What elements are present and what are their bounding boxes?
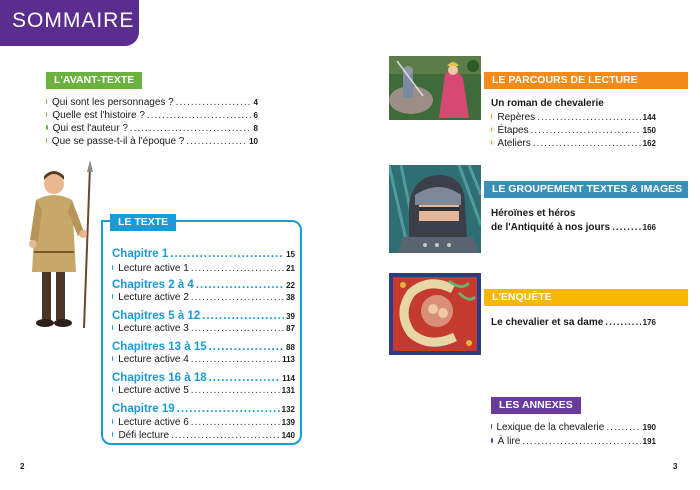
sub-entry[interactable] xyxy=(112,323,295,334)
toc-page: 166 xyxy=(642,223,656,232)
knight-and-lady-miniature xyxy=(389,56,481,120)
leader-dots xyxy=(186,136,247,147)
sub-entry[interactable] xyxy=(112,417,295,428)
groupement-tag: LE GROUPEMENT TEXTES & IMAGES xyxy=(484,181,688,198)
leader-dots xyxy=(191,417,280,428)
toc-entry[interactable] xyxy=(491,317,656,328)
leader-dots xyxy=(191,263,284,274)
toc-entry[interactable] xyxy=(491,222,656,233)
helmeted-warrior-image xyxy=(389,165,481,253)
chapter-page: 132 xyxy=(281,405,295,414)
sub-label: Lecture active 1 xyxy=(118,263,189,274)
sub-page: 38 xyxy=(286,293,295,302)
chapter-label: Chapitres 2 à 4 xyxy=(112,279,194,291)
toc-page: 144 xyxy=(642,113,656,122)
toc-entry[interactable] xyxy=(491,422,656,433)
toc-label: À lire xyxy=(497,436,521,447)
toc-label: Lexique de la chevalerie xyxy=(496,422,605,433)
chapter-page: 88 xyxy=(286,343,295,352)
leader-dots xyxy=(170,248,284,260)
chapter-label: Chapitres 5 à 12 xyxy=(112,310,201,322)
bullet-icon xyxy=(46,138,47,143)
leader-dots xyxy=(605,317,640,328)
toc-entry[interactable] xyxy=(46,136,258,147)
leader-dots xyxy=(191,292,284,303)
toc-page: 190 xyxy=(642,423,656,432)
leader-dots xyxy=(196,279,284,291)
leader-dots xyxy=(531,125,641,136)
leader-dots xyxy=(209,372,280,384)
bullet-icon xyxy=(112,356,113,361)
sub-page: 131 xyxy=(281,386,295,395)
toc-label: Qui est l'auteur ? xyxy=(52,123,128,134)
toc-entry[interactable] xyxy=(491,138,656,149)
sub-label: Lecture active 3 xyxy=(118,323,189,334)
sub-entry[interactable] xyxy=(112,263,295,274)
leader-dots xyxy=(130,123,252,134)
leader-dots xyxy=(537,112,640,123)
le-texte-tag: LE TEXTE xyxy=(110,214,176,231)
toc-page: 162 xyxy=(642,139,656,148)
toc-label: Le chevalier et sa dame xyxy=(491,317,604,328)
sub-entry[interactable] xyxy=(112,430,295,441)
sub-page: 140 xyxy=(281,431,295,440)
toc-page: 4 xyxy=(253,98,258,107)
groupement-title: Héroïnes et héros xyxy=(491,208,576,219)
leader-dots xyxy=(177,403,280,415)
toc-label: Ateliers xyxy=(497,138,531,149)
leader-dots xyxy=(202,310,284,322)
toc-label: de l'Antiquité à nos jours xyxy=(491,222,611,233)
bullet-icon xyxy=(46,125,48,130)
chapter-page: 114 xyxy=(282,374,295,383)
avant-texte-tag: L'AVANT-TEXTE xyxy=(46,72,142,89)
toc-page: 191 xyxy=(642,437,656,446)
toc-label: Quelle est l'histoire ? xyxy=(52,110,145,121)
chapter-entry[interactable] xyxy=(112,279,295,291)
sub-label: Lecture active 4 xyxy=(118,354,189,365)
sub-label: Lecture active 5 xyxy=(118,385,189,396)
toc-page: 10 xyxy=(249,137,258,146)
header-banner xyxy=(0,0,139,46)
chapter-label: Chapitres 16 à 18 xyxy=(112,372,207,384)
chapter-page: 15 xyxy=(286,250,295,259)
leader-dots xyxy=(147,110,252,121)
leader-dots xyxy=(533,138,641,149)
toc-page: 150 xyxy=(642,126,656,135)
page-title: SOMMAIRE xyxy=(12,9,135,32)
sub-entry[interactable] xyxy=(112,354,295,365)
bullet-icon xyxy=(46,112,47,117)
sub-page: 113 xyxy=(282,355,295,364)
leader-dots xyxy=(209,341,284,353)
bullet-icon xyxy=(491,127,492,132)
sub-page: 87 xyxy=(286,324,295,333)
toc-page: 6 xyxy=(253,111,258,120)
chapter-entry[interactable] xyxy=(112,248,295,260)
toc-entry[interactable] xyxy=(491,125,656,136)
bullet-icon xyxy=(112,265,113,270)
toc-entry[interactable] xyxy=(46,97,258,108)
leader-dots xyxy=(522,436,640,447)
chapter-label: Chapitre 19 xyxy=(112,403,175,415)
sub-page: 21 xyxy=(286,264,295,273)
chapter-entry[interactable] xyxy=(112,403,295,415)
leader-dots xyxy=(191,354,280,365)
enquete-tag: L'ENQUÊTE xyxy=(484,289,688,306)
toc-label: Que se passe-t-il à l'époque ? xyxy=(51,136,185,147)
leader-dots xyxy=(171,430,280,441)
page-number-left: 2 xyxy=(20,462,25,471)
toc-label: Étapes xyxy=(497,125,529,136)
toc-label: Qui sont les personnages ? xyxy=(52,97,174,108)
chapter-label: Chapitre 1 xyxy=(112,248,169,260)
chapter-page: 39 xyxy=(286,312,295,321)
sub-entry[interactable] xyxy=(112,385,295,396)
page-number-right: 3 xyxy=(673,462,678,471)
toc-entry[interactable] xyxy=(46,110,258,121)
illuminated-letter-c-image xyxy=(389,273,481,355)
bullet-icon xyxy=(112,432,113,437)
bullet-icon xyxy=(112,325,113,330)
bullet-icon xyxy=(491,438,493,443)
bullet-icon xyxy=(46,99,47,104)
sub-label: Lecture active 6 xyxy=(118,417,189,428)
toc-page: 176 xyxy=(642,318,656,327)
toc-entry[interactable] xyxy=(491,436,656,447)
chapter-label: Chapitres 13 à 15 xyxy=(112,341,207,353)
bullet-icon xyxy=(491,114,492,119)
sub-entry[interactable] xyxy=(112,292,295,303)
leader-dots xyxy=(612,222,641,233)
sub-label: Défi lecture xyxy=(118,430,170,441)
leader-dots xyxy=(176,97,252,108)
chapter-entry[interactable] xyxy=(112,310,295,322)
sub-label: Lecture active 2 xyxy=(118,292,189,303)
leader-dots xyxy=(191,323,284,334)
chapter-entry[interactable] xyxy=(112,341,295,353)
bullet-icon xyxy=(112,294,113,299)
leader-dots xyxy=(606,422,640,433)
parcours-tag: LE PARCOURS DE LECTURE xyxy=(484,72,688,89)
annexes-tag: LES ANNEXES xyxy=(491,397,581,414)
toc-label: Repères xyxy=(497,112,536,123)
bullet-icon xyxy=(112,387,113,392)
toc-page: 8 xyxy=(253,124,258,133)
leader-dots xyxy=(191,385,280,396)
medieval-peasant-illustration xyxy=(14,160,100,332)
bullet-icon xyxy=(491,140,492,145)
bullet-icon xyxy=(112,419,113,424)
parcours-title: Un roman de chevalerie xyxy=(491,98,604,109)
sub-page: 139 xyxy=(281,418,295,427)
chapter-page: 22 xyxy=(286,281,295,290)
chapter-entry[interactable] xyxy=(112,372,295,384)
toc-entry[interactable] xyxy=(491,112,656,123)
toc-entry[interactable] xyxy=(46,123,258,134)
